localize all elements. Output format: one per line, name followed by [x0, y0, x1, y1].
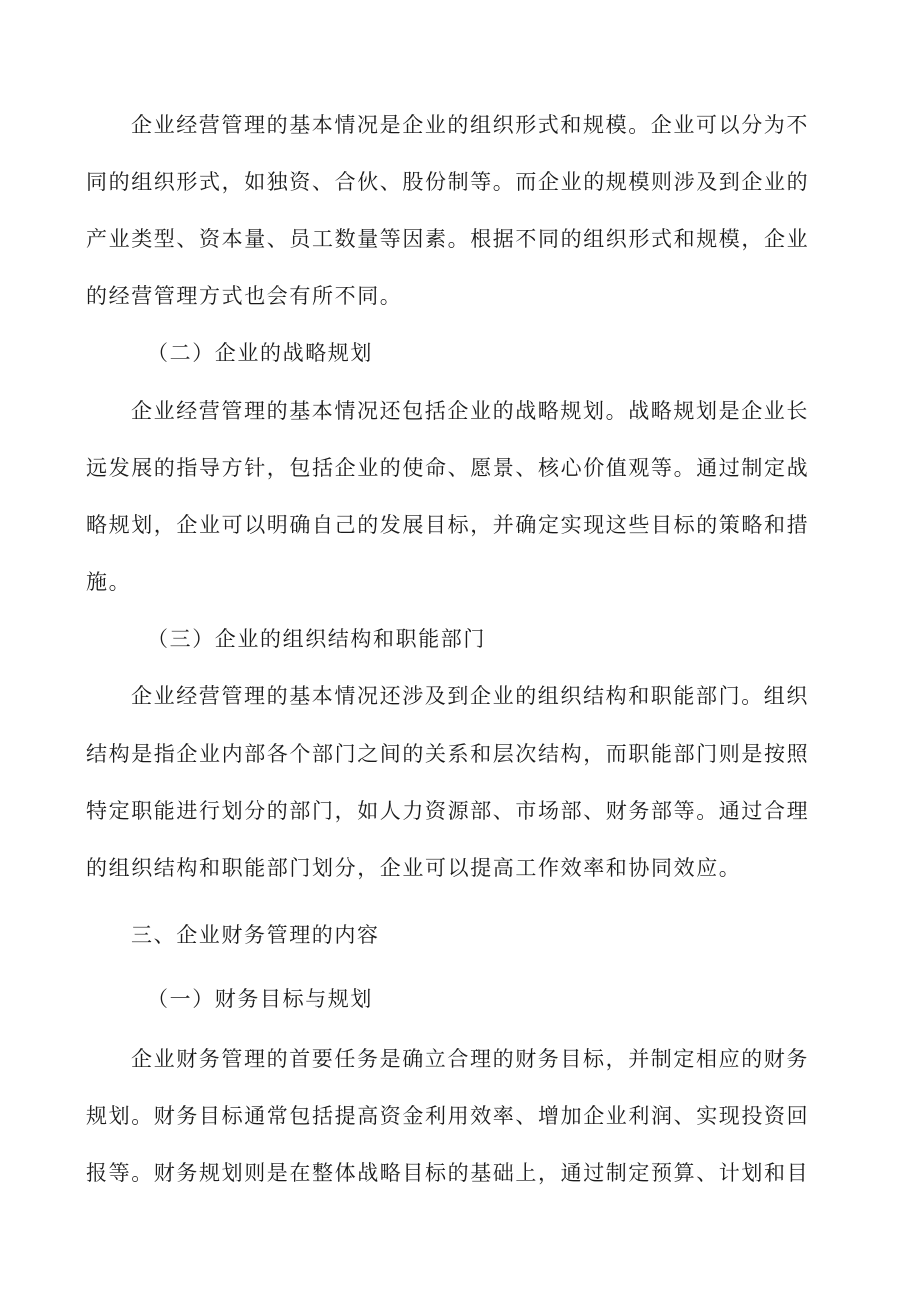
- paragraph-line: 同的组织形式，如独资、合伙、股份制等。而企业的规模则涉及到企业的: [86, 170, 810, 194]
- paragraph-line: 企业经营管理的基本情况是企业的组织形式和规模。企业可以分为不: [131, 113, 809, 137]
- paragraph-line: 企业经营管理的基本情况还涉及到企业的组织结构和职能部门。组织: [131, 684, 809, 708]
- paragraph-line: 的组织结构和职能部门划分，企业可以提高工作效率和协同效应。: [86, 856, 742, 880]
- paragraph-line: 施。: [86, 570, 132, 594]
- paragraph-line: 产业类型、资本量、员工数量等因素。根据不同的组织形式和规模，企业: [86, 227, 810, 251]
- paragraph-line: 特定职能进行划分的部门，如人力资源部、市场部、财务部等。通过合理: [86, 799, 810, 823]
- paragraph-line: 略规划，企业可以明确自己的发展目标，并确定实现这些目标的策略和措: [86, 513, 810, 537]
- subheading-finance-goals: （一）财务目标与规划: [147, 987, 373, 1011]
- section-heading-finance: 三、企业财务管理的内容: [131, 923, 380, 947]
- paragraph-line: 报等。财务规划则是在整体战略目标的基础上，通过制定预算、计划和目: [86, 1161, 810, 1185]
- subheading-organization: （三）企业的组织结构和职能部门: [147, 627, 486, 651]
- paragraph-line: 远发展的指导方针，包括企业的使命、愿景、核心价值观等。通过制定战: [86, 456, 810, 480]
- paragraph-line: 企业财务管理的首要任务是确立合理的财务目标，并制定相应的财务: [131, 1047, 809, 1071]
- paragraph-line: 结构是指企业内部各个部门之间的关系和层次结构，而职能部门则是按照: [86, 742, 810, 766]
- paragraph-line: 规划。财务目标通常包括提高资金利用效率、增加企业利润、实现投资回: [86, 1104, 810, 1128]
- paragraph-line: 的经营管理方式也会有所不同。: [86, 284, 403, 308]
- subheading-strategy: （二）企业的战略规划: [147, 341, 373, 365]
- paragraph-line: 企业经营管理的基本情况还包括企业的战略规划。战略规划是企业长: [131, 399, 809, 423]
